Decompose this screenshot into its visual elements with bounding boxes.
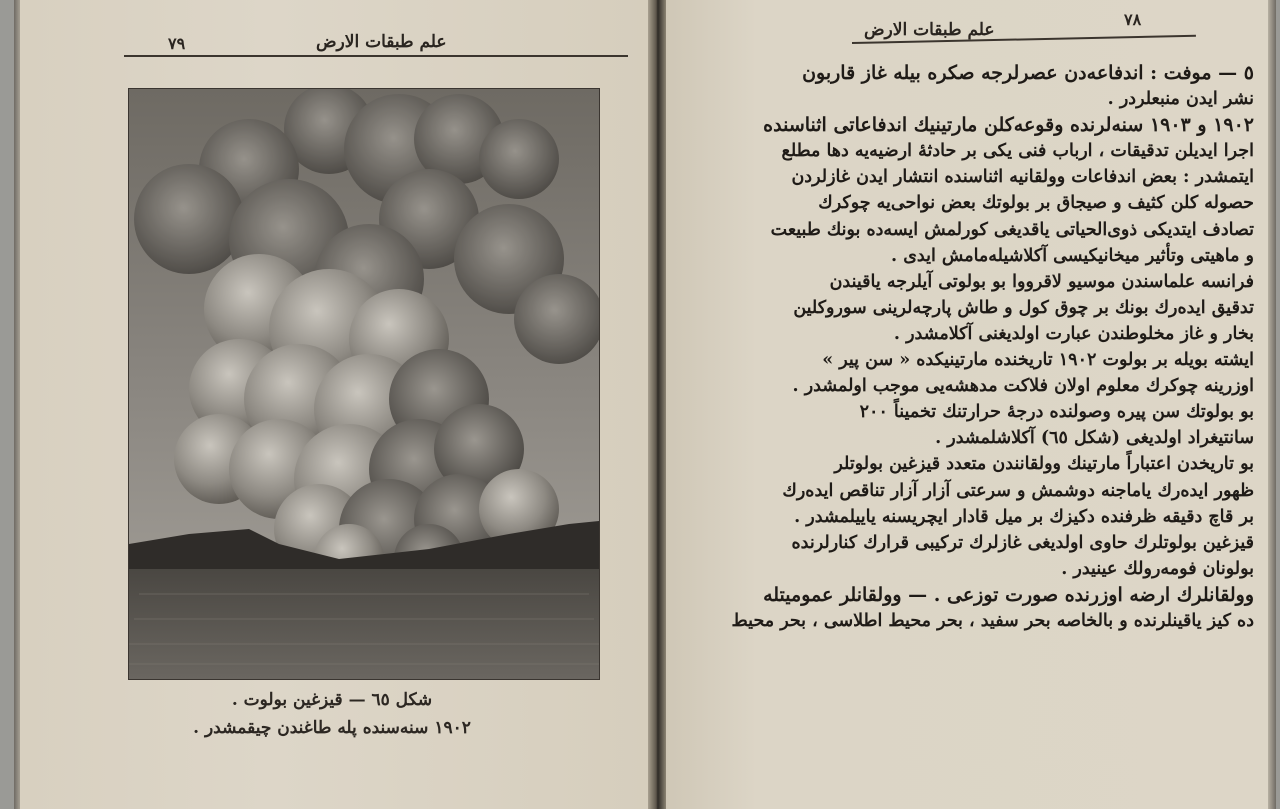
right-page-header-title: علم طبقات الارض	[864, 20, 995, 40]
volcano-eruption-photo	[128, 88, 600, 680]
text-line: اجرا ایدیلن تدقیقات ، ارباب فنی یکی بر حادثهٔ ارضیه‌یه دها مطلع	[781, 141, 1254, 162]
section-heading-line: وولقانلرك ارضه اوزرنده صورت توزعی . — وولقانلر عموميتله	[763, 583, 1254, 606]
text-line: ١٩٠٢ و ١٩٠٣ سنه‌لرنده وقوعه‌کلن مارتینیك اندفاعاتی اثناسنده	[763, 114, 1254, 137]
text-line: ده کیز یاقینلرنده و بالخاصه بحر سفید ، بحر محیط اطلاسی ، بحر محیط	[731, 610, 1254, 631]
text-line: ایشته بویله بر بولوت ١٩٠٢ تاریخنده مارتینیکده « سن پیر »	[822, 350, 1254, 371]
text-line: اوزرینه چوکرك معلوم اولان فلاکت مدهشه‌یی موجب اولمشدر .	[792, 376, 1254, 397]
text-line: ایتمشدر : بعض اندفاعات وولقانیه اثناسنده انتشار ایدن غازلردن	[791, 167, 1254, 188]
text-line: بر قاچ دقیقه ظرفنده دکیزك بر میل قادار ایچریسنه یاییلمشدر .	[794, 506, 1254, 527]
text-line: بو بولوتك سن پیره وصولنده درجهٔ حرارتنك تخمیناً ٢٠٠	[859, 402, 1254, 423]
text-line: تصادف ایتدیکی ذوی‌الحیاتی یاقدیغی کورلمش ایسه‌ده بونك طبیعت	[770, 219, 1254, 240]
book-gutter	[648, 0, 666, 809]
text-line: بخار و غاز مخلوطندن عبارت اولدیغنی آکلامشدر .	[893, 323, 1254, 344]
figure-caption-title: شكل ٦٥ — قيزغين بولوت .	[231, 690, 433, 710]
book-spread	[14, 0, 1276, 809]
text-line: سانتیغراد اولدیغی (شکل ٦٥) آکلاشلمشدر .	[935, 428, 1254, 449]
right-page-body-text	[694, 60, 1254, 634]
left-page	[20, 0, 648, 809]
text-line: و ماهیتی وتأثیر میخانیکیسی آکلاشیله‌مامش ایدی .	[891, 245, 1254, 266]
text-line: قیزغین بولوتلرك حاوی اولدیغی غازلرك ترکیبی قرارك کنارلرنده	[791, 532, 1254, 553]
left-page-number: ٧٩	[168, 34, 186, 53]
text-line: حصوله کلن کثیف و صیجاق بر بولوتك بعض نواحی‌یه چوکرك	[818, 193, 1254, 214]
text-line: ظهور ایده‌رك یاماجنه دوشمش و سرعتی آزار آزار تناقص ایده‌رك	[782, 480, 1254, 501]
right-page-number: ٧٨	[1124, 10, 1142, 29]
left-header-rule	[124, 55, 628, 57]
text-line: ٥ — موفت : اندفاعه‌دن عصرلرجه صکره بیله غاز قاربون	[802, 62, 1254, 84]
figure-caption-description: ١٩٠٢ سنه‌سنده پله طاغندن چیقمشدر .	[193, 718, 471, 738]
text-line: فرانسه علماسندن موسیو لاقرووا بو بولوتی آیلرجه یاقیندن	[829, 271, 1254, 292]
text-line: تدقیق ایده‌رك بونك بر چوق کول و طاش پارچه‌لرینی سوروکلین	[793, 297, 1254, 318]
right-page	[666, 0, 1270, 809]
text-line: نشر ایدن منبعلردر .	[1107, 89, 1254, 110]
text-line: بو تاریخدن اعتباراً مارتینك وولقانندن متعدد قیزغین بولوتلر	[834, 454, 1254, 475]
left-page-header-title: علم طبقات الارض	[316, 32, 447, 52]
book-edge-right	[1268, 0, 1276, 809]
text-line: بولونان فومه‌رولك عینیدر .	[1061, 558, 1254, 579]
